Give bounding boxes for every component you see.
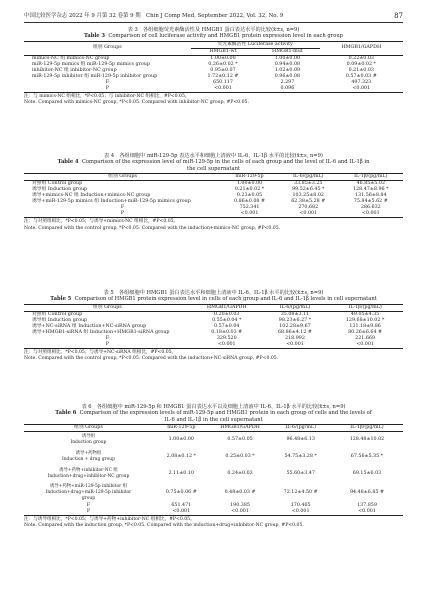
- table-row: 对照组 Control group 1.00±0.00 33.85±3.25 46.85±5.02: [32, 181, 385, 187]
- table-row: P <0.001 <0.001 <0.001 <0.001: [24, 509, 403, 516]
- table-4-title-en-line2: the cell supernatant: [187, 165, 240, 172]
- table-4-title-en: Table 4 Comparison of the expression level of miR-129-5p in the cells of each group and the level of IL-6 and IL-1β in: [57, 159, 370, 166]
- table-row: 诱导+NC-siRNA 组 Induction+NC-siRNA group 0.57±0.04 102.28±9.67 131.18±9.86: [32, 323, 381, 329]
- journal-citation: 中国比较医学杂志 2022 年 9 月第 32 卷第 9 期 Chin J Comp Med, September 2022, Vol. 32, No. 9: [24, 13, 284, 19]
- table-3-title-en: Table 3 Comparison of cell luciferase activity and HMGB1 protein expression level in each group: [83, 33, 343, 40]
- table-6: [24, 424, 403, 516]
- table-row: F 651.471 190.385 170.465 137.859: [86, 502, 377, 508]
- table-4-title-cn: 表 4 各组细胞中 miR-129-5p 表达水平和细胞上清液中 IL-6、IL-1β 水平的比较(x̄±s, n=9): [104, 153, 323, 159]
- table-row: F 650.117 2.297 497.323: [105, 79, 372, 85]
- table-5-block: [24, 290, 403, 362]
- table-row: 诱导组 Induction group 1.00±0.00 0.57±0.05 96.48±6.13 128.48±10.02: [70, 434, 385, 446]
- table-row: F 329.520 218.992 221.669: [105, 335, 375, 341]
- table-5-title-en: Table 5 Comparison of HMGB1 protein expression level in cells of each group and IL-6 and IL-1β levels in cell supernatant: [50, 296, 377, 303]
- header-rule: [24, 22, 403, 23]
- table-row: 对照组 Control group 0.20±0.03 35.08±3.11 49.05±4.35: [32, 311, 380, 317]
- table-row: 诱导+药物组 Induction + drug group 2.08±0.12 * 0.25±0.03 * 54.75±3.28 * 67.56±5.35 *: [61, 451, 384, 463]
- table-6-title-cn: 表 6 各组细胞中 miR-129-5p 和 HMGB1 蛋白表达水平以及细胞上清液中 IL-6、IL-1β 水平的比较(x̄±s, n=9): [81, 404, 346, 410]
- table-6-title-en-line2: IL-6 and IL-1β in the cell supernatant: [164, 416, 263, 423]
- table-row: 诱导组 Induction group 0.55±0.04 * 98.23±6.27 * 129.68±10.02 *: [32, 317, 385, 323]
- table-row: 诱导+mimics-NC 组 Induction+mimics-NC group 0.23±0.05 103.25±8.02 131.56±8.84: [32, 193, 387, 199]
- table-3: 组别 Groups 荧光素酶活性 Luciferase activity HMGB1/GAPDH HMGB1-wt HMGB1-mut mimics-NC 组 mimics-NC group 1.00±0.00 1.00±0.00 0.22±0.03 miR-129-5p mimics 组 miR-129-5p mimics group 0.26±0.02 * 0.94±0.08 0.09±0.02 * inhibitor-NC 组 inhibitor-NC group 0.95±0.07 1.02±0.09 0.21±0.03 miR-129-5p inhibitor 组 miR-129-5p inhibitor group 1.72±0.12 # 0.96±0.08 0.57±0.03 # F 650.117 2.297 497.323 P <0.001 0.096 <0.001: [24, 41, 403, 93]
- table-6-note-en: Note. Compared with the induction group, *P<0.05. Compared with the induction+drug+inhibitor-NC group, #P<0.05.: [24, 523, 304, 529]
- table-4: [24, 173, 403, 218]
- table-5-note-cn: 注：与对照组相比，*P<0.05；与诱导+NC-siRNA 组相比，#P<0.05。: [24, 349, 177, 355]
- table-row: 诱导+药物+inhibitor-NC 组 Induction+drug+inhibitor-NC group 2.11±0.10 0.24±0.03 55.60±3.47 69.15±6.03: [47, 468, 382, 480]
- table-4-note-cn: 注：与对照组相比，*P<0.05；与诱导+mimics-NC 组相比，#P<0.05。: [24, 219, 179, 225]
- table-row: 诱导+miR-129-5p mimics 组 Induction+miR-129-5p mimics group 0.86±0.08 # 62.38±5.28 # 75.84±5.62 #: [32, 199, 388, 205]
- table-5-title-cn: 表 5 各组细胞中 HMGB1 蛋白表达水平和细胞上清液中 IL-6、IL-1β 水平的比较(x̄±s, n=9): [103, 290, 324, 296]
- table-header-row: 组别 Groups miR-129-5p HMGB1/GAPDH IL-6/(pg/mL) IL-1β/(pg/mL): [24, 425, 403, 432]
- table-5: [24, 304, 403, 349]
- page-header: [24, 13, 403, 20]
- table-row: P <0.001 <0.001 <0.001: [24, 342, 403, 349]
- table-6-block: [24, 404, 403, 529]
- table-row: F 752.341 270.682 286.632: [120, 205, 381, 211]
- table-3-title-cn: 表 3 各组细胞荧光素酶活性及 HMGB1 蛋白表达水平的比较(x̄±s, n=9): [127, 27, 300, 33]
- table-row: P <0.001 0.096 <0.001: [24, 86, 403, 93]
- table-4-block: [24, 153, 403, 231]
- table-row: P <0.001 <0.001 <0.001: [24, 211, 403, 218]
- table-row: 诱导+HMGB1-siRNA 组 Induction+HMGB1-siRNA group 0.18±0.03 # 68.86±4.12 # 80.26±6.64 #: [32, 329, 383, 335]
- table-3-note-en: Note. Compared with mimics-NC group, *P<0.05. Compared with inhibitor-NC group, #P<0.05.: [24, 100, 249, 106]
- table-6-note-cn: 注：与诱导组相比，*P<0.05；与诱导+药物+inhibitor-NC 组相比，#P<0.05。: [24, 516, 195, 522]
- table-row: miR-129-5p inhibitor 组 miR-129-5p inhibitor group 1.72±0.12 # 0.96±0.08 0.57±0.03 #: [32, 73, 377, 79]
- table-header-row: 组别 Groups miR-129-5p IL-6/(pg/mL) IL-1β/(pg/mL): [24, 174, 403, 181]
- table-3-block: [24, 27, 403, 106]
- page-number: 87: [394, 12, 403, 20]
- table-header-row: 组别 Groups 荧光素酶活性 Luciferase activity HMGB1/GAPDH: [24, 41, 403, 48]
- table-row: inhibitor-NC 组 inhibitor-NC group 0.95±0.07 1.02±0.09 0.21±0.03: [32, 67, 374, 73]
- table-row: 诱导组 Induction group 0.21±0.02 * 99.52±6.45 * 128.47±8.96 *: [32, 187, 389, 193]
- table-row: 诱导+药物+miR-129-5p inhibitor 组 Induction+drug+miR-129-5p inhibitor group 0.75±0.06 # 0.48±0.03 # 72.12±4.50 # 94.48±6.85 #: [45, 483, 384, 501]
- table-5-note-en: Note. Compared with the control group, *P<0.05. Compared with the induction+NC-siRNA group, #P<0.05.: [24, 356, 279, 362]
- table-6-title-en: Table 6 Comparison of the expression levels of miR-129-5p and HMGB1 protein in each group of cells and the levels of: [55, 410, 372, 417]
- table-4-note-en: Note. Compared with the control group, *P<0.05. Compared with the induction+mimics-NC group, #P<0.05.: [24, 225, 281, 231]
- table-row: mimics-NC 组 mimics-NC group 1.00±0.00 1.00±0.00 0.22±0.03: [32, 55, 374, 61]
- table-header-row: 组别 Groups HMGB1/GAPDH IL-6/(pg/mL) IL-1β/(pg/mL): [24, 304, 403, 311]
- table-3-note-cn: 注：与 mimics-NC 组相比，*P<0.05；与 inhibitor-NC 组相比，#P<0.05。: [24, 93, 190, 99]
- table-row: miR-129-5p mimics 组 miR-129-5p mimics group 0.26±0.02 * 0.94±0.08 0.09±0.02 *: [32, 61, 376, 67]
